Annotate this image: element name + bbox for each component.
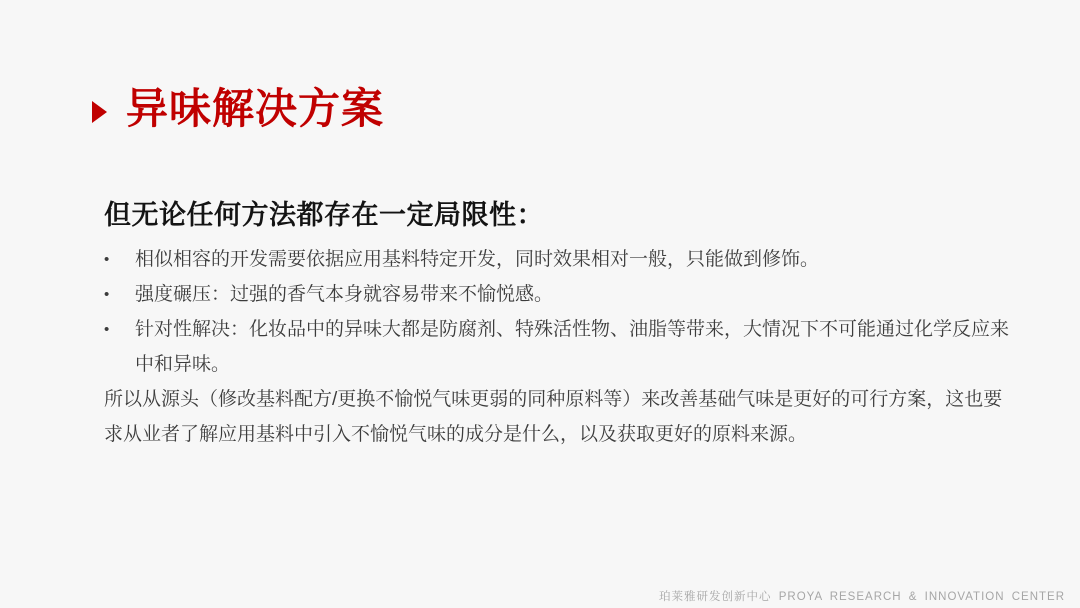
bullet-dot-icon: • — [104, 286, 110, 303]
bullet-list — [104, 242, 1009, 382]
content-block — [104, 197, 1009, 452]
section-heading: 但无论任何方法都存在一定局限性： — [104, 200, 544, 230]
bullet-text: 相似相容的开发需要依据应用基料特定开发，同时效果相对一般，只能做到修饰。 — [135, 249, 820, 270]
bullet-dot-icon: • — [104, 321, 110, 338]
bullet-text: 强度碾压：过强的香气本身就容易带来不愉悦感。 — [135, 284, 554, 305]
list-item — [104, 277, 1009, 312]
list-item — [104, 242, 1009, 277]
page-title: 异味解决方案 — [126, 85, 385, 132]
bullet-text: 针对性解决：化妆品中的异味大都是防腐剂、特殊活性物、油脂等带来，大情况下不可能通过化学反应来中和异味。 — [135, 319, 1010, 375]
title-block — [92, 84, 384, 134]
bullet-dot-icon: • — [104, 251, 110, 268]
triangle-marker-icon — [92, 101, 107, 123]
conclusion-paragraph: 所以从源头（修改基料配方/更换不愉悦气味更弱的同种原料等）来改善基础气味是更好的可行方案，这也要求从业者了解应用基料中引入不愉悦气味的成分是什么，以及获取更好的原料来源。 — [104, 389, 1003, 445]
footer-brand: 珀莱雅研发创新中心 PROYA RESEARCH & INNOVATION CENTER — [659, 591, 1065, 603]
list-item — [104, 312, 1009, 382]
